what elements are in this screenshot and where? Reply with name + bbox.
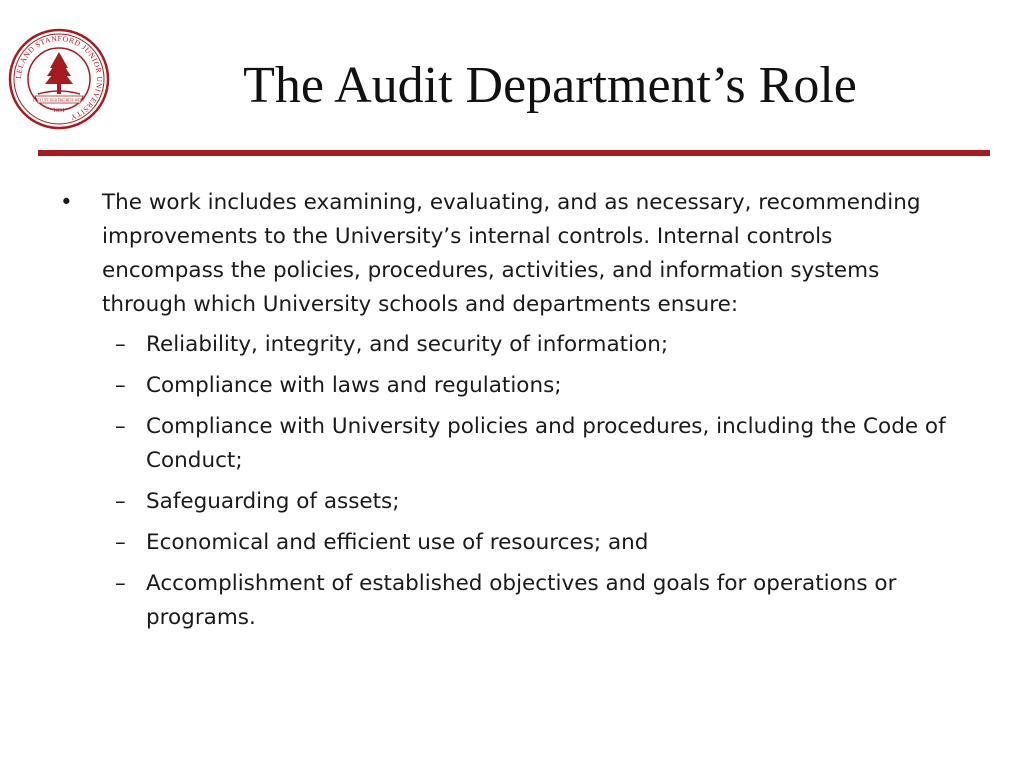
title-divider <box>38 150 990 156</box>
bullet-marker: • <box>60 190 73 215</box>
dash-marker: – <box>115 571 126 596</box>
sub-bullet-list <box>60 328 960 635</box>
seal-ring-text: LELAND STANFORD JUNIOR UNIVERSITY <box>13 33 105 123</box>
dash-marker: – <box>115 489 126 514</box>
slide-body <box>60 186 960 642</box>
sub-bullet-text: Safeguarding of assets; <box>146 489 400 514</box>
sub-bullet-item <box>60 410 960 478</box>
slide-title: The Audit Department’s Role <box>243 57 857 114</box>
sub-bullet-text: Reliability, integrity, and security of information; <box>146 332 669 357</box>
sub-bullet-text: Accomplishment of established objectives and goals for operations or programs. <box>146 571 897 630</box>
sub-bullet-text: Economical and efficient use of resources; and <box>146 530 649 555</box>
sub-bullet-item <box>60 526 960 560</box>
main-bullet-text: The work includes examining, evaluating, and as necessary, recommending improvements to the University’s internal controls. Internal controls encompass the policies, procedures, activities, and information systems through which University schools and departments ensure: <box>102 190 921 317</box>
dash-marker: – <box>115 530 126 555</box>
dash-marker: – <box>115 332 126 357</box>
sub-bullet-item <box>60 567 960 635</box>
university-seal <box>8 28 110 130</box>
seal-banner-text: DIE LUFT DER FREIHEIT WEHT <box>33 98 85 103</box>
sub-bullet-item <box>60 328 960 362</box>
sub-bullet-text: Compliance with laws and regulations; <box>146 373 562 398</box>
seal-emblem-icon <box>8 28 110 130</box>
sub-bullet-item <box>60 369 960 403</box>
seal-year: 1891 <box>53 108 65 114</box>
main-bullet-point <box>60 186 960 322</box>
dash-marker: – <box>115 373 126 398</box>
sub-bullet-item <box>60 485 960 519</box>
sub-bullet-text: Compliance with University policies and procedures, including the Code of Conduct; <box>146 414 946 473</box>
dash-marker: – <box>115 414 126 439</box>
